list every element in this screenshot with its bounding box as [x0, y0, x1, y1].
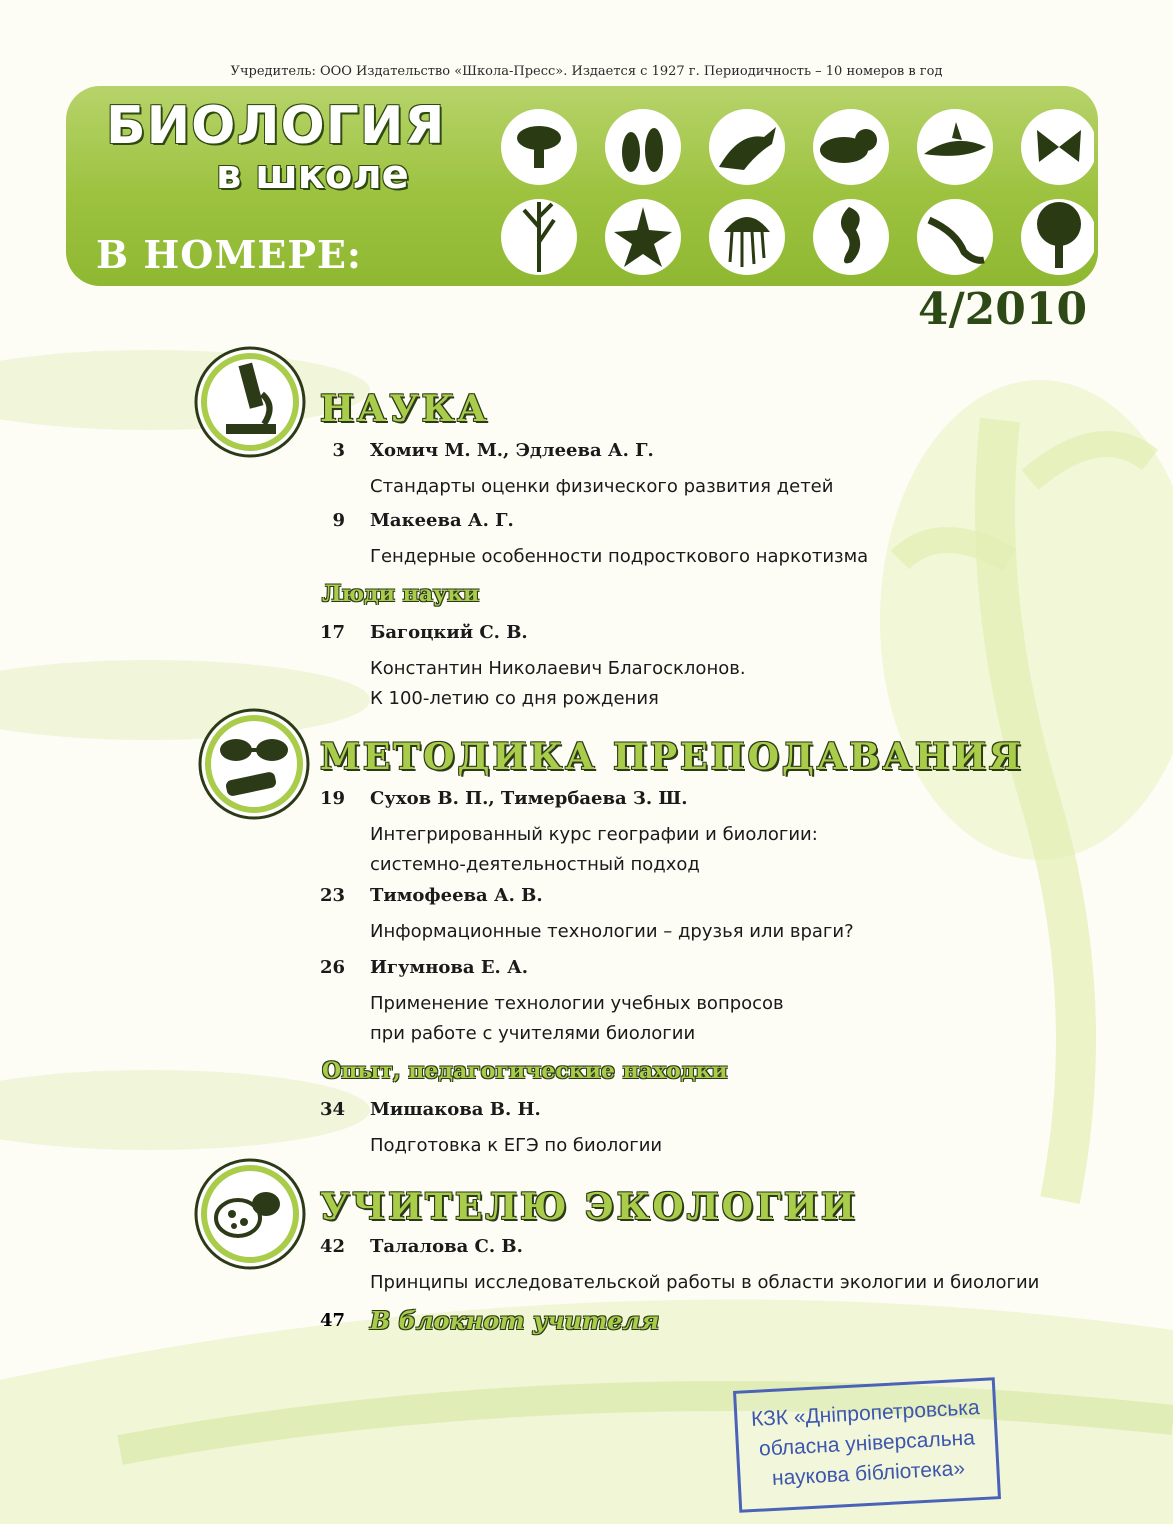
notebook-heading[interactable]: В блокнот учителя	[370, 1306, 660, 1335]
subsection-heading-lyudi-nauki: Люди науки	[322, 581, 480, 607]
penguins-icon	[605, 109, 681, 185]
jellyfish-icon	[709, 199, 785, 275]
entry-authors: Хомич М. М., Эдлеева А. Г.	[370, 440, 654, 461]
page-number: 9	[332, 510, 345, 531]
seaweed-icon	[501, 199, 577, 275]
microscope-icon	[192, 344, 308, 460]
starfish-icon	[605, 199, 681, 275]
masthead-banner	[66, 86, 1098, 286]
in-issue-label: В НОМЕРЕ:	[96, 232, 362, 277]
entry-title: Информационные технологии – друзья или враги?	[370, 921, 854, 942]
medallion-grid	[494, 102, 1094, 282]
subsection-heading-opyt: Опыт, педагогические находки	[322, 1058, 728, 1084]
page-number: 34	[319, 1099, 345, 1120]
page-number: 19	[319, 788, 345, 809]
library-stamp: КЗК «Дніпропетровська обласна універсальна наукова бібліотека»	[733, 1377, 1001, 1513]
mushroom-icon	[501, 109, 577, 185]
entry-authors: Игумнова Е. А.	[370, 957, 528, 978]
seahorse-icon	[813, 199, 889, 275]
entry-title: Применение технологии учебных вопросов при работе с учителями биологии	[370, 993, 784, 1044]
page-number: 17	[319, 622, 345, 643]
page-number: 3	[332, 440, 345, 461]
section-heading-nauka: НАУКА	[320, 388, 490, 430]
magazine-subtitle: в школе	[216, 152, 409, 198]
publisher-line: Учредитель: ООО Издательство «Школа-Пресс». Издается с 1927 г. Периодичность – 10 номеров в год	[230, 64, 943, 79]
lizard-icon	[917, 199, 993, 275]
magazine-title: БИОЛОГИЯ	[106, 96, 446, 156]
entry-title: Интегрированный курс географии и биологии: системно-деятельностный подход	[370, 824, 818, 875]
glasses-icon	[196, 706, 312, 822]
page-number: 42	[319, 1236, 345, 1257]
beetle-icon	[192, 1156, 308, 1272]
entry-authors: Сухов В. П., Тимербаева З. Ш.	[370, 788, 688, 809]
entry-title: Константин Николаевич Благосклонов. К 100-летию со дня рождения	[370, 658, 746, 709]
lion-icon	[813, 109, 889, 185]
entry-authors: Макеева А. Г.	[370, 510, 514, 531]
butterfly-icon	[1021, 109, 1094, 185]
page-number: 26	[319, 957, 345, 978]
section-heading-metodika: МЕТОДИКА ПРЕПОДАВАНИЯ	[320, 736, 1024, 778]
entry-title: Принципы исследовательской работы в области экологии и биологии	[370, 1272, 1040, 1293]
entry-authors: Мишакова В. Н.	[370, 1099, 541, 1120]
tree-icon	[1021, 199, 1094, 275]
issue-number: 4/2010	[918, 284, 1088, 335]
entry-title: Подготовка к ЕГЭ по биологии	[370, 1135, 663, 1156]
section-heading-uchitelyu-ekologii: УЧИТЕЛЮ ЭКОЛОГИИ	[320, 1186, 858, 1228]
entry-authors: Тимофеева А. В.	[370, 885, 543, 906]
kangaroo-icon	[709, 109, 785, 185]
page-number: 23	[319, 885, 345, 906]
notebook-page-number: 47	[319, 1310, 345, 1331]
entry-title: Гендерные особенности подросткового наркотизма	[370, 546, 869, 567]
entry-authors: Талалова С. В.	[370, 1236, 523, 1257]
entry-authors: Багоцкий С. В.	[370, 622, 528, 643]
entry-title: Стандарты оценки физического развития детей	[370, 476, 834, 497]
orca-icon	[917, 109, 993, 185]
